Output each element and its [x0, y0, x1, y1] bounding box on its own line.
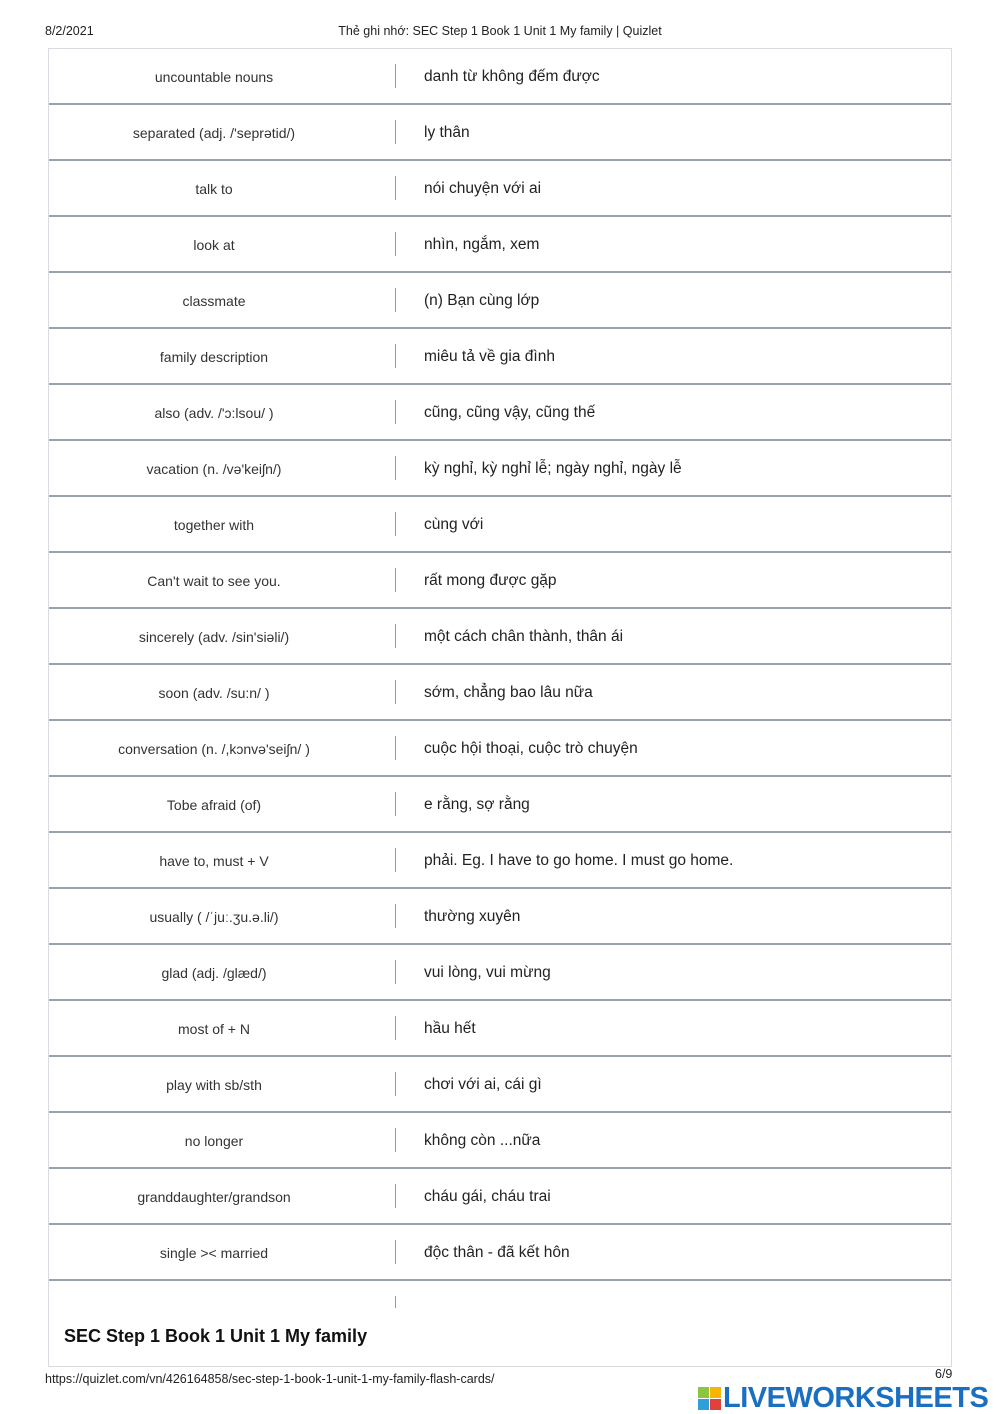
flashcard-row [49, 441, 951, 497]
column-divider [395, 176, 396, 200]
flashcard-row [49, 609, 951, 665]
definition: độc thân - đã kết hôn [424, 1244, 570, 1261]
term: most of + N [178, 1021, 250, 1037]
definition: vui lòng, vui mừng [424, 964, 551, 981]
term: usually ( /ˈjuː.ʒu.ə.li/) [149, 909, 279, 925]
definition: cũng, cũng vậy, cũng thế [424, 404, 596, 421]
column-divider [395, 568, 396, 592]
flashcard-row [49, 1113, 951, 1169]
flashcard-row [49, 945, 951, 1001]
flashcard-row [49, 1057, 951, 1113]
term: no longer [184, 1133, 244, 1149]
term: conversation (n. /,kɔnvə'seiʃn/ ) [118, 741, 310, 757]
definition: ly thân [424, 124, 470, 141]
flashcard-row-partial [49, 1281, 951, 1309]
term: also (adv. /'ɔ:lsou/ ) [154, 405, 274, 421]
definition: e rằng, sợ rằng [424, 796, 530, 813]
definition: (n) Bạn cùng lớp [424, 292, 540, 309]
column-divider [395, 736, 396, 760]
term: single >< married [159, 1245, 269, 1261]
column-divider [395, 960, 396, 984]
page-number: 6/9 [935, 1367, 953, 1381]
definition: miêu tả về gia đình [424, 348, 555, 365]
definition: sớm, chẳng bao lâu nữa [424, 684, 593, 701]
flashcard-row [49, 105, 951, 161]
logo-text: LIVEWORKSHEETS [723, 1382, 989, 1414]
definition: cùng với [424, 516, 484, 533]
column-divider [395, 624, 396, 648]
definition: thường xuyên [424, 908, 521, 925]
term: together with [173, 517, 255, 533]
column-divider [395, 680, 396, 704]
column-divider [395, 848, 396, 872]
term: Can't wait to see you. [147, 573, 281, 589]
column-divider [395, 288, 396, 312]
definition: một cách chân thành, thân ái [424, 628, 624, 645]
flashcard-row [49, 777, 951, 833]
column-divider [395, 904, 396, 928]
term: uncountable nouns [154, 69, 274, 85]
column-divider [395, 1240, 396, 1264]
term: glad (adj. /glæd/) [161, 965, 267, 981]
column-divider [395, 1016, 396, 1040]
flashcard-row [49, 497, 951, 553]
term: sincerely (adv. /sin'siəli/) [138, 629, 290, 645]
definition: rất mong được gặp [424, 572, 557, 589]
column-divider [395, 120, 396, 144]
page-title: Thẻ ghi nhớ: SEC Step 1 Book 1 Unit 1 My family | Quizlet [338, 24, 662, 38]
column-divider [395, 1072, 396, 1096]
column-divider [395, 792, 396, 816]
term: Tobe afraid (of) [166, 797, 262, 813]
column-divider [395, 456, 396, 480]
term: have to, must + V [159, 853, 269, 869]
column-divider [395, 400, 396, 424]
flashcard-row [49, 217, 951, 273]
term: play with sb/sth [166, 1077, 262, 1093]
term: talk to [195, 181, 233, 197]
set-title: SEC Step 1 Book 1 Unit 1 My family [64, 1326, 368, 1346]
flashcard-row [49, 1001, 951, 1057]
print-date: 8/2/2021 [45, 24, 94, 38]
definition: cuộc hội thoại, cuộc trò chuyện [424, 740, 638, 757]
definition: nói chuyện với ai [424, 180, 542, 197]
liveworksheets-logo [698, 1383, 988, 1413]
flashcard-row [49, 49, 951, 105]
set-title-bar [48, 1308, 952, 1367]
term: separated (adj. /'seprətid/) [132, 125, 296, 141]
column-divider [395, 64, 396, 88]
flashcard-row [49, 833, 951, 889]
flashcard-row [49, 553, 951, 609]
flashcard-row [49, 721, 951, 777]
column-divider [395, 232, 396, 256]
definition: kỳ nghỉ, kỳ nghỉ lễ; ngày nghỉ, ngày lễ [424, 460, 682, 477]
flashcard-row [49, 385, 951, 441]
flashcard-row [49, 1225, 951, 1281]
definition: không còn ...nữa [424, 1132, 541, 1149]
column-divider [395, 512, 396, 536]
term: classmate [182, 293, 246, 309]
flashcard-row [49, 161, 951, 217]
column-divider [395, 1184, 396, 1208]
definition: chơi với ai, cái gì [424, 1076, 542, 1093]
definition: phải. Eg. I have to go home. I must go home. [424, 852, 734, 869]
definition: danh từ không đếm được [424, 68, 600, 85]
term: soon (adv. /su:n/ ) [158, 685, 270, 701]
column-divider [395, 344, 396, 368]
flashcard-row [49, 665, 951, 721]
flashcard-row [49, 1169, 951, 1225]
page-url[interactable]: https://quizlet.com/vn/426164858/sec-step-1-book-1-unit-1-my-family-flash-cards/ [45, 1372, 495, 1386]
term: family description [159, 349, 269, 365]
flashcard-row [49, 273, 951, 329]
flashcard-row [49, 329, 951, 385]
definition: cháu gái, cháu trai [424, 1188, 551, 1205]
term: look at [193, 237, 235, 253]
column-divider [395, 1128, 396, 1152]
flashcard-row [49, 889, 951, 945]
term: vacation (n. /və'keiʃn/) [146, 461, 282, 477]
term: granddaughter/grandson [137, 1189, 291, 1205]
logo-icon [698, 1387, 721, 1410]
definition: hầu hết [424, 1020, 476, 1037]
flashcard-list [48, 48, 952, 1309]
definition: nhìn, ngắm, xem [424, 236, 540, 253]
